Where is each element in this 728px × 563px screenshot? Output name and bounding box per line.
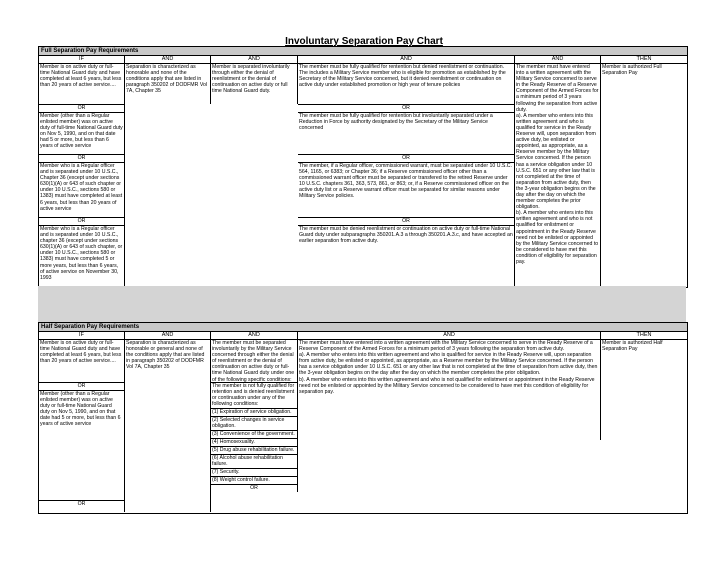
full-separation-table [38,46,688,288]
col-header-and-4: AND [515,56,601,63]
half-condition-6: (6) Alcohol abuse rehabilitation failure. [211,454,298,468]
full-if-3: Member who is a Regular officer and is separated under 10 U.S.C., Chapter 36 (except under sections 630(1)(A) or 643 of such chapter or under 10 U.S.C., sections 580 or 1383) must have completed at least 6 years, but less than 20 years of active service [39,162,125,217]
half-col-header-and-2: AND [211,332,298,339]
col-header-then: THEN [636,56,652,62]
full-or-3: OR [39,217,125,225]
full-and3-or-2: OR [298,154,515,162]
full-and-3d: The member must be denied reenlistment or continuation on active duty or full-time National Guard duty under subparagraphs 350201.A.3 a through 350201.A.3.c, and have accepted an earlier separation from active duty. [298,225,515,286]
page-title: Involuntary Separation Pay Chart [285,36,443,47]
half-condition-7: (7) Security. [211,468,298,476]
full-if-4: Member who is a Regular officer and is separated under 10 U.S.C., chapter 36 (except under sections 630(1)(A) or 643 of such chapter, or under 10 U.S.C., sections 580 or 1383) must have completed 5 or more years, but less than 6 years, of active service on November 30, 1993 [39,225,125,286]
half-or-bottom-mid: OR [211,484,298,492]
full-and-4: The member must have entered into a written agreement with the Military Service concerned to serve in the Ready Reserve of a Reserve Component of the Armed Forces for a minimum period of 3 years following the separation from active duty. a). A member who enters into this written agreement and who is qualified for service in the Ready Reserve will, upon separation from active duty, be enlisted or appointed, as appropriate, as a Reserve member by the Military Service concerned. If the person has a service obligation under 10 U.S.C. 651 or any other law that is not completed at the time of separation from active duty, then the 3-year obligation begins on the day after the day on which the member completes the prior obligation. b). A member who enters into this written agreement and who is not qualified for enlistment or appointment in the Ready Reserve need not be enlisted or appointed by the Military Service concerned to be considered to have met this condition of eligibility for separation pay. [515,64,601,286]
col-header-and-1: AND [125,56,211,63]
col-header-and-3: AND [298,56,515,63]
half-col-header-and-1: AND [125,332,211,339]
half-and-3: The member must have entered into a written agreement with the Military Service concerned to serve in the Ready Reserve of a Reserve Component of the Armed Forces for a minimum period of 3 years following the separation from active duty. a). A member who enters into this written agreement and who is qualified for service in the Ready Reserve will, upon separation from active duty, be enlisted or appointed, as appropriate, as a Reserve member by the Military Service concerned. If the person has a service obligation under 10 U.S.C. 651 or any other law that is not completed at the time of separation from active duty, then the 3-year obligation begins on the day after the day on which the member completes the prior obligation. b). A member who enters into this written agreement and who is not qualified for enlistment or appointment in the Ready Reserve need not be enlisted or appointed by the Military Service concerned to be considered to have met this condition of eligibility for separation pay. [298,340,601,440]
full-section-title: Full Separation Pay Requirements [39,47,687,56]
half-and-2: The member must be separated involuntarily by the Military Service concerned through either the denial of reenlistment or the denial of continuation on active duty or full-time National Guard duty under one of the following specific conditions: [211,340,298,382]
full-or-2: OR [39,154,125,162]
full-if-1: Member is on active duty or full-time National Guard duty and have completed at least 6 years, but less than 20 years of active service.... [39,64,125,104]
full-and-1: Separation is characterized as honorable and none of the conditions apply that are listed in paragraph 350202 of DODFMR Vol 7A, Chapter 35 [125,64,211,104]
full-and-3b: The member must be fully qualified for rentention but involuntarily separated under a Reduction in Force by authority designated by the Secretary of the Military Service concerned [298,112,515,154]
half-column-headers [39,332,687,340]
half-col-header-and-3: AND [298,332,601,339]
col-header-and-2: AND [211,56,298,63]
half-condition-8: (8) Weight control failure. [211,476,298,484]
full-and-3a: The member must be fully qualified for rentention but denied reenlistment or continuation. The includes a Military Service member who is eligible for promotion as established by the Secretary of the Military Service concerned, but it denied reenlistment or continuation on active duty under established promotion or high year of tenure policies [298,64,515,104]
half-col-header-then: THEN [636,332,652,338]
full-and3-or-1: OR [298,104,515,112]
half-condition-5: (5) Drug abuse rehabilitation failure. [211,446,298,454]
half-col-header-if: IF [39,332,125,339]
full-if-2: Member (other than a Regular enlisted member) was on active duty of full-time National Guard duty on Nov 5, 1990, and on that date had 5 or more, but less than 6 years of active service [39,112,125,154]
half-and-2b: The member is not fully qualified for retention and is denied reenlistment or continuation under any of the following conditions: [211,382,298,408]
full-or-1: OR [39,104,125,112]
half-condition-3: (3) Convenience of the government. [211,430,298,438]
half-or-bottom-left: OR [39,500,125,512]
half-if-2: Member (other than a Regular enlisted member) was on active duty or full-time National Guard duty on Nov 5, 1990, and on that date had 5 or more, but less than 6 years of active service [39,390,125,500]
full-and3-or-3: OR [298,217,515,225]
col-header-if: IF [39,56,125,63]
section-gap [38,286,686,322]
full-and-3c: The member, if a Regular officer, commissioned warrant, must be separated under 10 U.S.C. 564, 1165, or 6383; or Chapter 36; if a Reserve commissioned officer other than a commissioned warrant officer must be separated or transfered to the retired Reserve under 10 U.S.C. chapters 361, 363, 573, 861, or 863; or, if a Reserve commissioned officer on the active duty list or a Reserve warrant officer must be separated for similar reasons under Military Service policies. [298,162,515,217]
half-or-1: OR [39,382,125,390]
half-then: Member is authorized Half Separation Pay [602,340,663,353]
half-condition-2: (2) Selected changes in service obligation. [211,416,298,430]
half-separation-table [38,322,688,514]
half-and-1: Separation is characterized as honorable or general and none of the conditions apply that are listed in paragraph 350202 of DODFMR Vol 7A, Chapter 35 [125,340,211,512]
half-condition-1: (1) Expiration of service obligation. [211,408,298,416]
full-column-headers [39,56,687,64]
full-then: Member is authorized Full Separation Pay [602,64,662,77]
half-condition-4: (4) Homosexuality. [211,438,298,446]
half-if-1: Member is on active duty or full-time National Guard duty and have completed at least 6 years, but less than 20 years of active service.... [39,340,125,382]
full-and-2: Member is separated involuntarily through either the denial of reenlistment or the denial of continuation on active duty or full time National Guard duty. [211,64,298,104]
half-section-title: Half Separation Pay Requirements [39,323,687,332]
